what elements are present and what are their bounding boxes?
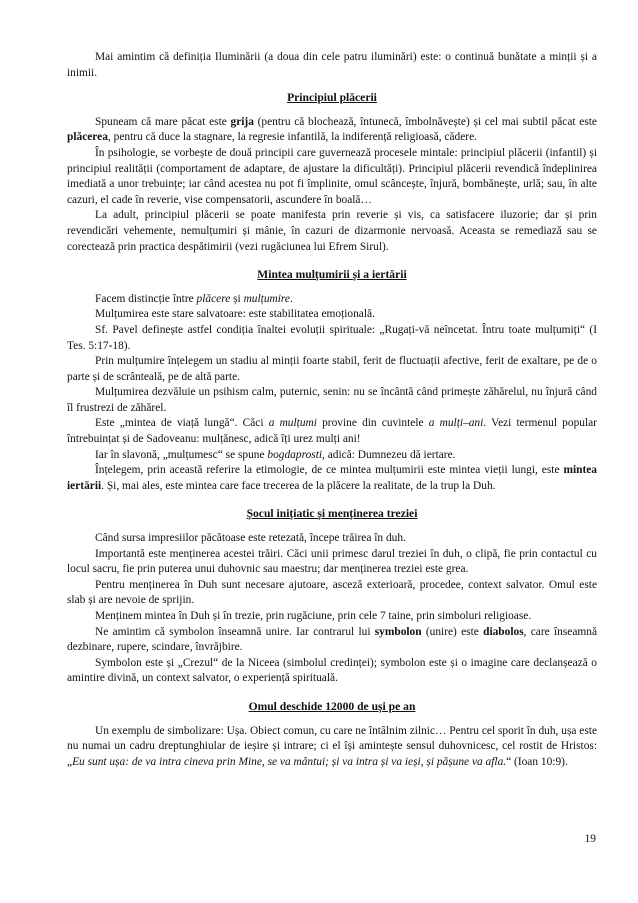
paragraph: Facem distincție între plăcere și mulțumire. (95, 292, 293, 305)
heading-mintea-multumirii: Mintea mulțumirii și a iertării (257, 268, 407, 282)
paragraph: Pentru menținerea în Duh sunt necesare ajutoare, asceză exterioară, procedee, context salvator. Omul este slab și are nevoie de sprijin. (67, 578, 597, 607)
paragraph: Mulțumirea dezvăluie un psihism calm, puternic, senin: nu se încântă când primește zăhărelul, nu înjură când îl frustrezi de zăhărel. (67, 386, 597, 414)
page-number: 19 (584, 833, 596, 845)
paragraph: Importantă este menținerea acestei trăiri. Căci unii primesc darul treziei în duh, o clipă, fie prin contactul cu locul sacru, fie prin puterea unui duhovnic sau maestru; dar menținerea treziei este grea. (67, 547, 597, 576)
paragraph: Menținem mintea în Duh și în trezie, prin rugăciune, prin cele 7 taine, prin simboluri religioase. (95, 610, 532, 622)
paragraph: Iar în slavonă, „mulțumesc“ se spune bogdaprosti, adică: Dumnezeu dă iertare. (95, 448, 456, 461)
heading-principiul-placerii: Principiul plăcerii (287, 91, 377, 105)
paragraph: Ne amintim că symbolon înseamnă unire. Iar contrarul lui symbolon (unire) este diabolos, care înseamnă dezbinare, rupere, scindare, învrăjbire. (67, 625, 597, 654)
document-page (67, 50, 597, 770)
paragraph: Spuneam că mare păcat este grija (pentru că blochează, întunecă, îmbolnăvește) și cel mai subtil păcat este plăcerea, pentru că duce la stagnare, la regresie infantilă, la indiferență religioasă, cădere. (67, 115, 597, 144)
paragraph: Un exemplu de simbolizare: Ușa. Obiect comun, cu care ne întâlnim zilnic… Pentru cel sporit în duh, ușa este nu numai un cadru dreptunghiular de ieșire și intrare; ci el își amintește sensul duhovnicesc, cel rostit de Hristos: „Eu sunt ușa: de va intra cineva prin Mine, se va mântui; și va intra și va ieși, și pășune va afla.“ (Ioan 10:9). (67, 724, 597, 768)
paragraph: Symbolon este și „Crezul“ de la Niceea (simbolul credinței); symbolon este și o imagine care declanșează o amintire divină, un context salvator, o experiență spirituală. (67, 656, 597, 685)
paragraph: Când sursa impresiilor păcătoase este retezată, începe trăirea în duh. (95, 532, 406, 545)
intro-paragraph: Mai amintim că definiția Iluminării (a doua din cele patru iluminări) este: o continuă bunătate a minții și a inimii. (67, 51, 597, 79)
paragraph: La adult, principiul plăcerii se poate manifesta prin reverie și vis, ca satisfacere iluzorie; dar și prin revendicări vehemente, nemulțumiri și mânie, în cazuri de dizarmonie nervoasă. Aceasta se remediază sau se corectează prin practica despătimirii (vezi rugăciunea lui Efrem Sirul). (67, 209, 597, 253)
paragraph: În psihologie, se vorbește de două principii care guvernează procesele mintale: principiul plăcerii (infantil) și principiul realității (comportament de adaptare, de ajustare la dificultăți). Principiul plăcerii revendică îndeplinirea imediată a unor trebuințe; iar când acestea nu pot fi împlinite, omul scâncește, înjură, bombănește, urlă; sau, în alte cazuri, el cade în reverie, vise compensatorii, ascundere în boală… (67, 146, 597, 206)
paragraph: Înțelegem, prin această referire la etimologie, de ce mintea mulțumirii este mintea vieții lungi, este mintea iertării. Și, mai ales, este mintea care face trecerea de la plăcere la realitate, de la trup la Duh. (67, 464, 597, 492)
paragraph: Este „mintea de viață lungă“. Căci a mulțumi provine din cuvintele a mulți–ani. Vezi termenul popular întrebuințat și de Sadoveanu: mulțănesc, adică îți urez mulți ani! (67, 417, 597, 446)
heading-socul-initiatic: Șocul inițiatic și menținerea treziei (246, 507, 418, 521)
paragraph: Sf. Pavel definește astfel condiția înaltei evoluții spirituale: „Rugați-vă neîncetat. Întru toate mulțumiți“ (I Tes. 5:17-18). (67, 323, 597, 352)
paragraph: Prin mulțumire înțelegem un stadiu al minții foarte stabil, ferit de fluctuații afective, ferit de exaltare, pe de o parte și de scrânteală, pe de altă parte. (67, 355, 597, 383)
paragraph: Mulțumirea este stare salvatoare: este stabilitatea emoțională. (95, 308, 375, 321)
heading-omul-deschide-usi: Omul deschide 12000 de uși pe an (248, 699, 416, 713)
